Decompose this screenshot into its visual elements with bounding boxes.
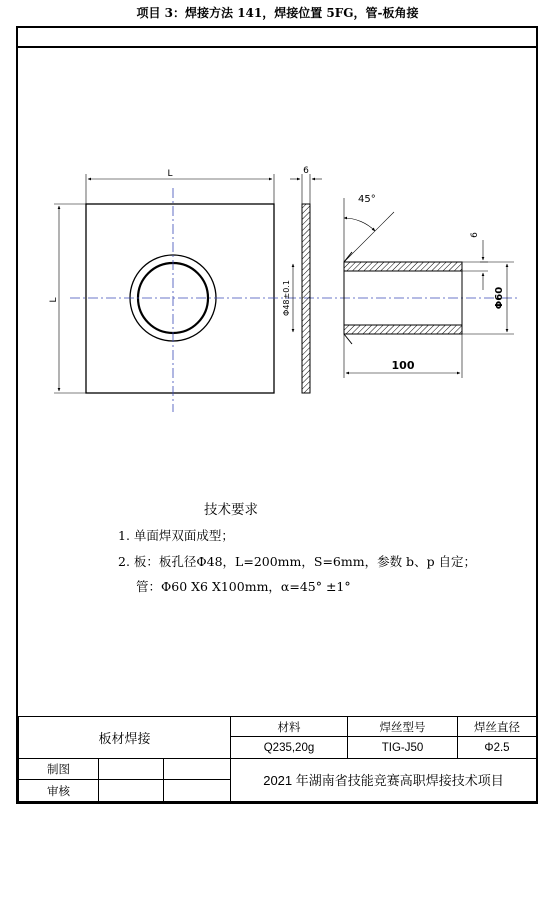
checked-by-label: 审核 [19, 780, 99, 802]
wire-model-label: 焊丝型号 [348, 717, 458, 737]
drawn-by-name [99, 758, 164, 780]
wire-model-value: TIG-J50 [348, 737, 458, 759]
dim-plate-thickness: 6 [303, 166, 309, 176]
pipe-wall-bottom [344, 325, 462, 334]
requirement-item-2: 2. 板：板孔径Φ48，L=200mm，S=6mm，参数 b、p 自定； [118, 554, 477, 569]
plate-front-view [86, 204, 274, 393]
page-title: 项目 3：焊接方法 141，焊接位置 5FG，管-板角接 [136, 6, 419, 20]
requirement-item-1: 1. 单面焊双面成型； [118, 528, 234, 543]
checked-by-date [164, 780, 231, 802]
requirements-heading: 技术要求 [204, 502, 258, 518]
project-name: 2021 年湖南省技能竞赛高职焊接技术项目 [231, 758, 537, 801]
dim-pipe-diameter: Φ60 [494, 286, 505, 310]
drawn-by-date [164, 758, 231, 780]
drawn-by-label: 制图 [19, 758, 99, 780]
wire-diameter-label: 焊丝直径 [458, 717, 537, 737]
material-label: 材料 [231, 717, 348, 737]
dim-pipe-wall: 6 [470, 232, 480, 238]
dim-pipe-length: 100 [391, 359, 415, 372]
pipe-wall-top [344, 262, 462, 271]
dim-angle: 45° [358, 194, 376, 205]
requirement-item-3: 管：Φ60 X6 X100mm，α=45° ±1° [136, 579, 351, 594]
wire-diameter-value: Φ2.5 [458, 737, 537, 759]
dim-plate-height: L [49, 297, 59, 303]
drawing-sheet [16, 26, 538, 804]
title-block-name: 板材焊接 [19, 717, 231, 759]
title-block [18, 716, 537, 802]
dim-plate-width: L [167, 169, 173, 179]
plate-side-view [302, 204, 310, 393]
checked-by-name [99, 780, 164, 802]
material-value: Q235,20g [231, 737, 348, 759]
dim-hole: Φ48±0.1 [282, 280, 291, 316]
technical-drawing [18, 28, 536, 718]
